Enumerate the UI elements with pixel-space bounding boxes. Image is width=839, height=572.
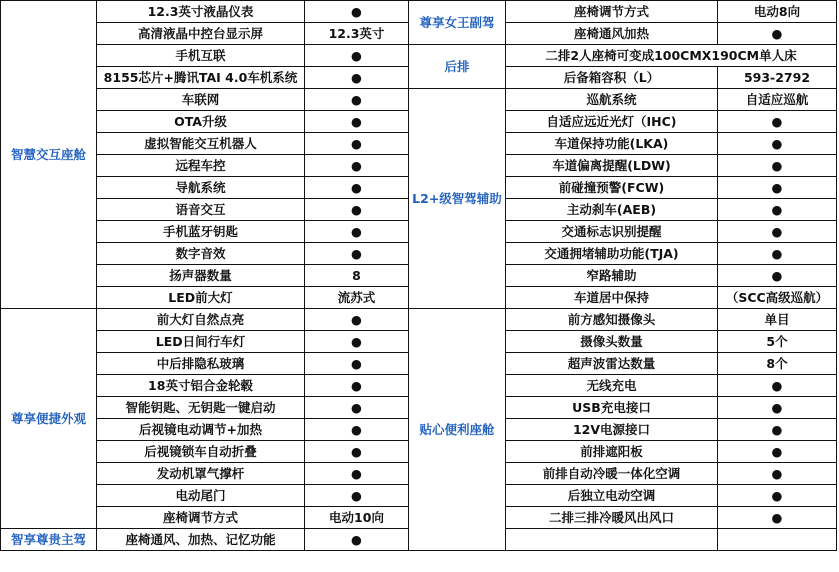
left-value-cell: ● xyxy=(305,155,409,177)
right-value-cell: 自适应巡航 xyxy=(718,89,837,111)
left-value-cell: ● xyxy=(305,463,409,485)
left-value-cell: 8 xyxy=(305,265,409,287)
right-value-cell: 593-2792 xyxy=(718,67,837,89)
left-value-cell: ● xyxy=(305,375,409,397)
right-feature-cell: 超声波雷达数量 xyxy=(506,353,718,375)
right-value-cell: 8个 xyxy=(718,353,837,375)
right-value-cell: ● xyxy=(718,243,837,265)
right-feature-cell: 座椅通风加热 xyxy=(506,23,718,45)
right-value-cell: ● xyxy=(718,485,837,507)
left-feature-cell: 中后排隐私玻璃 xyxy=(97,353,305,375)
left-feature-cell: OTA升级 xyxy=(97,111,305,133)
left-value-cell: ● xyxy=(305,177,409,199)
right-feature-cell: 窄路辅助 xyxy=(506,265,718,287)
right-value-cell: ● xyxy=(718,221,837,243)
right-category-cell: 贴心便利座舱 xyxy=(409,309,506,551)
left-feature-cell: 数字音效 xyxy=(97,243,305,265)
left-feature-cell: LED日间行车灯 xyxy=(97,331,305,353)
right-feature-cell: 后独立电动空调 xyxy=(506,485,718,507)
left-feature-cell: 远程车控 xyxy=(97,155,305,177)
left-value-cell: ● xyxy=(305,529,409,551)
table-row xyxy=(1,1,837,23)
right-value-cell: ● xyxy=(718,111,837,133)
left-feature-cell: 座椅通风、加热、记忆功能 xyxy=(97,529,305,551)
right-category-cell: 后排 xyxy=(409,45,506,89)
left-value-cell: ● xyxy=(305,309,409,331)
right-value-cell: ● xyxy=(718,155,837,177)
right-value-cell: ● xyxy=(718,463,837,485)
right-feature-cell: 二排三排冷暖风出风口 xyxy=(506,507,718,529)
right-value-cell: 电动8向 xyxy=(718,1,837,23)
right-feature-cell: 车道偏离提醒(LDW) xyxy=(506,155,718,177)
right-value-cell: 单目 xyxy=(718,309,837,331)
right-value-cell: （SCC高级巡航） xyxy=(718,287,837,309)
right-feature-cell: 前碰撞预警(FCW) xyxy=(506,177,718,199)
left-feature-cell: 前大灯自然点亮 xyxy=(97,309,305,331)
left-value-cell: ● xyxy=(305,243,409,265)
right-feature-cell: 交通拥堵辅助功能(TJA) xyxy=(506,243,718,265)
right-feature-cell: 主动刹车(AEB) xyxy=(506,199,718,221)
right-feature-cell: 前方感知摄像头 xyxy=(506,309,718,331)
left-feature-cell: 扬声器数量 xyxy=(97,265,305,287)
right-value-cell: ● xyxy=(718,177,837,199)
right-value-cell: 5个 xyxy=(718,331,837,353)
right-feature-cell: 无线充电 xyxy=(506,375,718,397)
left-feature-cell: 智能钥匙、无钥匙一键启动 xyxy=(97,397,305,419)
left-category-cell: 尊享便捷外观 xyxy=(1,309,97,529)
left-value-cell: ● xyxy=(305,331,409,353)
right-value-cell xyxy=(718,529,837,551)
left-value-cell: ● xyxy=(305,397,409,419)
left-value-cell: ● xyxy=(305,485,409,507)
left-value-cell: ● xyxy=(305,441,409,463)
right-value-cell: ● xyxy=(718,199,837,221)
left-value-cell: ● xyxy=(305,221,409,243)
right-feature-cell: 后备箱容积（L） xyxy=(506,67,718,89)
right-value-cell: ● xyxy=(718,419,837,441)
right-feature-cell: 12V电源接口 xyxy=(506,419,718,441)
left-value-cell: ● xyxy=(305,419,409,441)
left-value-cell: ● xyxy=(305,133,409,155)
right-feature-cell: 车道保持功能(LKA) xyxy=(506,133,718,155)
left-value-cell: ● xyxy=(305,89,409,111)
left-value-cell: ● xyxy=(305,67,409,89)
left-feature-cell: 后视镜锁车自动折叠 xyxy=(97,441,305,463)
left-feature-cell: 导航系统 xyxy=(97,177,305,199)
table-row xyxy=(1,45,837,67)
right-value-cell: ● xyxy=(718,397,837,419)
right-feature-cell: 交通标志识别提醒 xyxy=(506,221,718,243)
left-feature-cell: 12.3英寸液晶仪表 xyxy=(97,1,305,23)
left-value-cell: 12.3英寸 xyxy=(305,23,409,45)
right-feature-cell xyxy=(506,529,718,551)
left-value-cell: ● xyxy=(305,353,409,375)
right-value-cell: ● xyxy=(718,507,837,529)
left-value-cell: ● xyxy=(305,45,409,67)
left-value-cell: ● xyxy=(305,1,409,23)
right-value-cell: ● xyxy=(718,23,837,45)
left-feature-cell: 虚拟智能交互机器人 xyxy=(97,133,305,155)
left-feature-cell: 8155芯片+腾讯TAI 4.0车机系统 xyxy=(97,67,305,89)
left-feature-cell: 手机蓝牙钥匙 xyxy=(97,221,305,243)
right-feature-cell: 摄像头数量 xyxy=(506,331,718,353)
right-feature-cell: 座椅调节方式 xyxy=(506,1,718,23)
right-feature-cell: 车道居中保持 xyxy=(506,287,718,309)
right-feature-cell: 二排2人座椅可变成100CMX190CM单人床 xyxy=(506,45,837,67)
left-feature-cell: 车联网 xyxy=(97,89,305,111)
left-feature-cell: LED前大灯 xyxy=(97,287,305,309)
right-feature-cell: 前排自动冷暖一体化空调 xyxy=(506,463,718,485)
left-feature-cell: 手机互联 xyxy=(97,45,305,67)
left-category-cell: 智慧交互座舱 xyxy=(1,1,97,309)
right-value-cell: ● xyxy=(718,441,837,463)
left-value-cell: ● xyxy=(305,111,409,133)
left-value-cell: ● xyxy=(305,199,409,221)
left-feature-cell: 语音交互 xyxy=(97,199,305,221)
right-feature-cell: 巡航系统 xyxy=(506,89,718,111)
right-category-cell: 尊享女王副驾 xyxy=(409,1,506,45)
spec-table-body xyxy=(1,1,837,551)
left-feature-cell: 座椅调节方式 xyxy=(97,507,305,529)
right-value-cell: ● xyxy=(718,265,837,287)
left-feature-cell: 18英寸铝合金轮毂 xyxy=(97,375,305,397)
right-feature-cell: 自适应远近光灯（IHC) xyxy=(506,111,718,133)
left-feature-cell: 电动尾门 xyxy=(97,485,305,507)
right-feature-cell: 前排遮阳板 xyxy=(506,441,718,463)
right-value-cell: ● xyxy=(718,133,837,155)
left-feature-cell: 高清液晶中控台显示屏 xyxy=(97,23,305,45)
right-feature-cell: USB充电接口 xyxy=(506,397,718,419)
left-value-cell: 电动10向 xyxy=(305,507,409,529)
right-category-cell: L2+级智驾辅助 xyxy=(409,89,506,309)
table-row xyxy=(1,309,837,331)
left-category-cell: 智享尊贵主驾 xyxy=(1,529,97,551)
left-feature-cell: 后视镜电动调节+加热 xyxy=(97,419,305,441)
right-value-cell: ● xyxy=(718,375,837,397)
table-row xyxy=(1,89,837,111)
left-value-cell: 流苏式 xyxy=(305,287,409,309)
left-feature-cell: 发动机罩气撑杆 xyxy=(97,463,305,485)
